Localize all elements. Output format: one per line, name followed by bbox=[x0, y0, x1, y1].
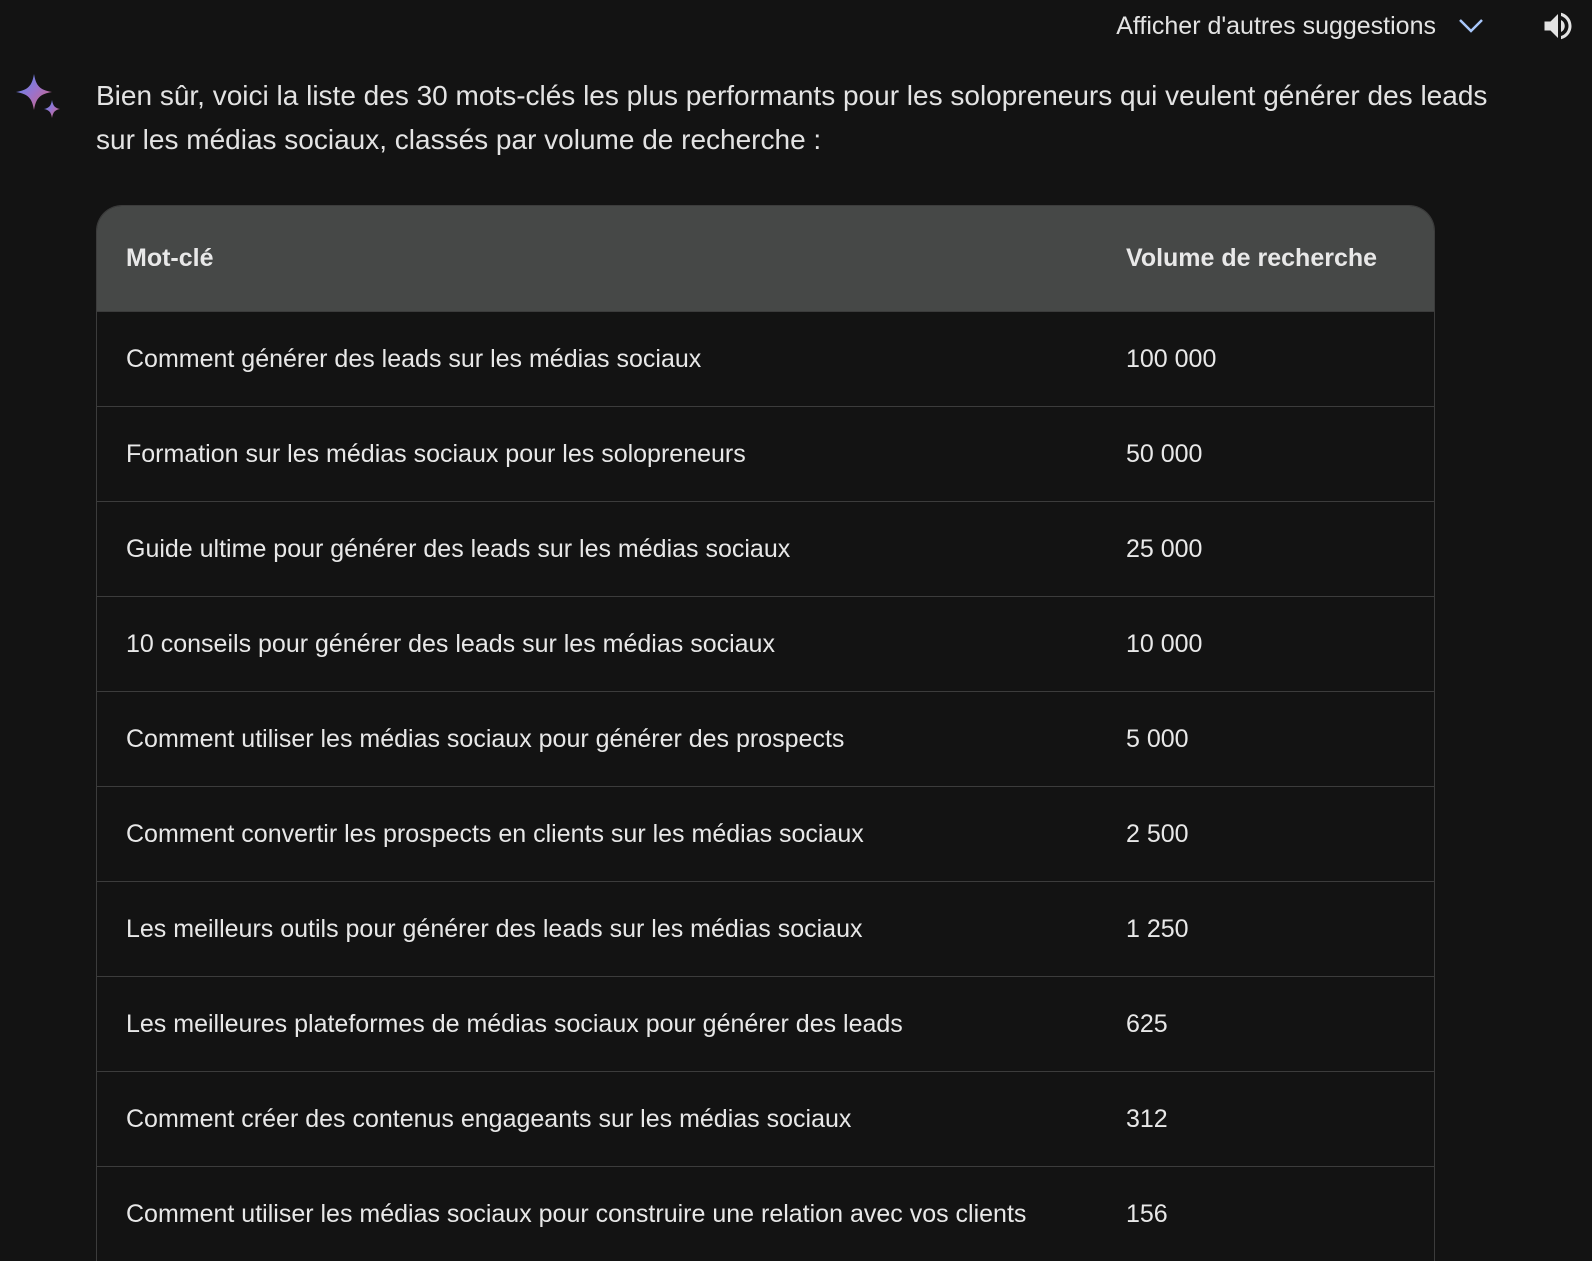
table-row bbox=[97, 596, 1434, 691]
keywords-table bbox=[96, 205, 1435, 1261]
gemini-sparkle-icon bbox=[14, 72, 62, 122]
volume-cell: 2 500 bbox=[1126, 819, 1189, 848]
more-suggestions-button[interactable] bbox=[1116, 12, 1484, 41]
volume-cell: 5 000 bbox=[1126, 724, 1189, 753]
keyword-cell: Guide ultime pour générer des leads sur les médias sociaux bbox=[126, 534, 791, 563]
table-row bbox=[97, 976, 1434, 1071]
keyword-cell: 10 conseils pour générer des leads sur les médias sociaux bbox=[126, 629, 775, 658]
table-row bbox=[97, 786, 1434, 881]
keyword-cell: Les meilleures plateformes de médias sociaux pour générer des leads bbox=[126, 1009, 903, 1038]
volume-cell: 50 000 bbox=[1126, 439, 1203, 468]
volume-cell: 25 000 bbox=[1126, 534, 1203, 563]
table-row bbox=[97, 691, 1434, 786]
header-keyword: Mot-clé bbox=[126, 244, 214, 272]
header-volume: Volume de recherche bbox=[1126, 244, 1378, 272]
table-row bbox=[97, 406, 1434, 501]
speaker-icon[interactable] bbox=[1540, 8, 1576, 44]
volume-cell: 1 250 bbox=[1126, 914, 1189, 943]
volume-cell: 100 000 bbox=[1126, 344, 1217, 373]
more-suggestions-label: Afficher d'autres suggestions bbox=[1116, 11, 1436, 40]
table-row bbox=[97, 1071, 1434, 1166]
table-row bbox=[97, 311, 1434, 406]
volume-cell: 625 bbox=[1126, 1009, 1168, 1038]
keyword-cell: Comment convertir les prospects en clients sur les médias sociaux bbox=[126, 819, 864, 848]
keyword-cell: Formation sur les médias sociaux pour les solopreneurs bbox=[126, 439, 746, 468]
volume-cell: 156 bbox=[1126, 1199, 1168, 1228]
keyword-cell: Comment créer des contenus engageants sur les médias sociaux bbox=[126, 1104, 852, 1133]
table-row bbox=[97, 881, 1434, 976]
keyword-cell: Comment utiliser les médias sociaux pour construire une relation avec vos clients bbox=[126, 1199, 1027, 1228]
volume-cell: 10 000 bbox=[1126, 629, 1203, 658]
response-intro: Bien sûr, voici la liste des 30 mots-clés les plus performants pour les solopreneurs qui veulent générer des leads sur les médias sociaux, classés par volume de recherche : bbox=[96, 80, 1488, 155]
table-header bbox=[97, 206, 1434, 311]
keyword-cell: Comment générer des leads sur les médias sociaux bbox=[126, 344, 702, 373]
volume-cell: 312 bbox=[1126, 1104, 1168, 1133]
keyword-cell: Les meilleurs outils pour générer des leads sur les médias sociaux bbox=[126, 914, 863, 943]
keyword-cell: Comment utiliser les médias sociaux pour générer des prospects bbox=[126, 724, 845, 753]
table-row bbox=[97, 1166, 1434, 1261]
chevron-down-icon bbox=[1458, 18, 1484, 34]
table-row bbox=[97, 501, 1434, 596]
top-bar bbox=[1116, 8, 1592, 44]
